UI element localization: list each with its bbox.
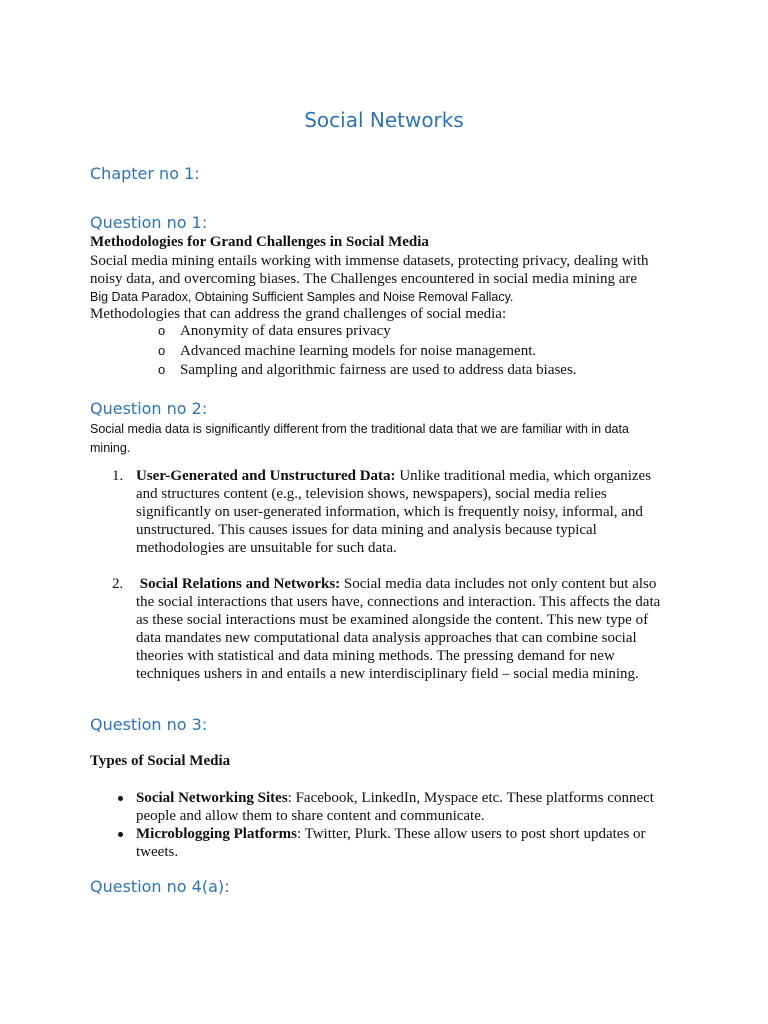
bullet-o-icon: o — [158, 323, 166, 338]
list-item: o Sampling and algorithmic fairness are used to address data biases. — [158, 362, 577, 378]
question-2-intro: Social media data is significantly different from the traditional data that we are familiar with in data mining. — [90, 422, 629, 455]
question-3-bullet-list — [112, 789, 672, 861]
bullet-dot-icon — [118, 796, 123, 801]
bullet-o-icon: o — [158, 342, 166, 358]
chapter-heading: Chapter no 1: — [90, 164, 200, 183]
document-title: Social Networks — [304, 108, 464, 132]
list-item: Social Networking Sites: Facebook, LinkedIn, Myspace etc. These platforms connect people and allow them to share content and communicate. — [112, 789, 672, 825]
question-4a-heading: Question no 4(a): — [90, 877, 230, 896]
list-number: 1. — [112, 468, 124, 484]
question-1-intro: Methodologies that can address the grand challenges of social media: — [90, 306, 507, 322]
question-1-paragraph-small: Big Data Paradox, Obtaining Sufficient Samples and Noise Removal Fallacy. — [90, 290, 514, 304]
list-item: 2. Social Relations and Networks: Social media data includes not only content but also the social interactions that users have, connections and interaction. This affects the data as these social interactions must be examined alongside the content. This new type of data mandates new computational data analysis approaches that can combine social theories with statistical and data mining methods. The pressing demand for new techniques ushers in and entails a new interdisciplinary field – social media mining. — [112, 576, 661, 682]
question-3-subheading: Types of Social Media — [90, 753, 231, 769]
list-item: Microblogging Platforms: Twitter, Plurk. These allow users to post short updates or tweets. — [112, 825, 672, 861]
question-1-heading: Question no 1: — [90, 213, 208, 232]
question-1-paragraph: Social media mining entails working with immense datasets, protecting privacy, dealing with noisy data, and overcoming biases. The Challenges encountered in social media mining are — [90, 253, 649, 287]
question-1-subheading: Methodologies for Grand Challenges in Social Media — [90, 234, 429, 250]
list-item: o Anonymity of data ensures privacy — [158, 323, 391, 339]
bullet-dot-icon — [118, 832, 123, 837]
question-2-numbered-list — [112, 467, 672, 683]
question-1-bullet-list — [158, 322, 577, 381]
question-3-heading: Question no 3: — [90, 715, 208, 734]
bullet-o-icon: o — [158, 362, 166, 377]
question-2-heading: Question no 2: — [90, 399, 208, 418]
list-number: 2. — [112, 576, 124, 592]
list-item: 1. User-Generated and Unstructured Data: Unlike traditional media, which organizes and structures content (e.g., television shows, newspapers), social media relies significantly on user-generated information, which is frequently noisy, informal, and unstructured. This causes issues for data mining and analysis because typical methodologies are unsuitable for such data. — [112, 468, 652, 556]
list-item: o Advanced machine learning models for noise management. — [158, 342, 537, 359]
